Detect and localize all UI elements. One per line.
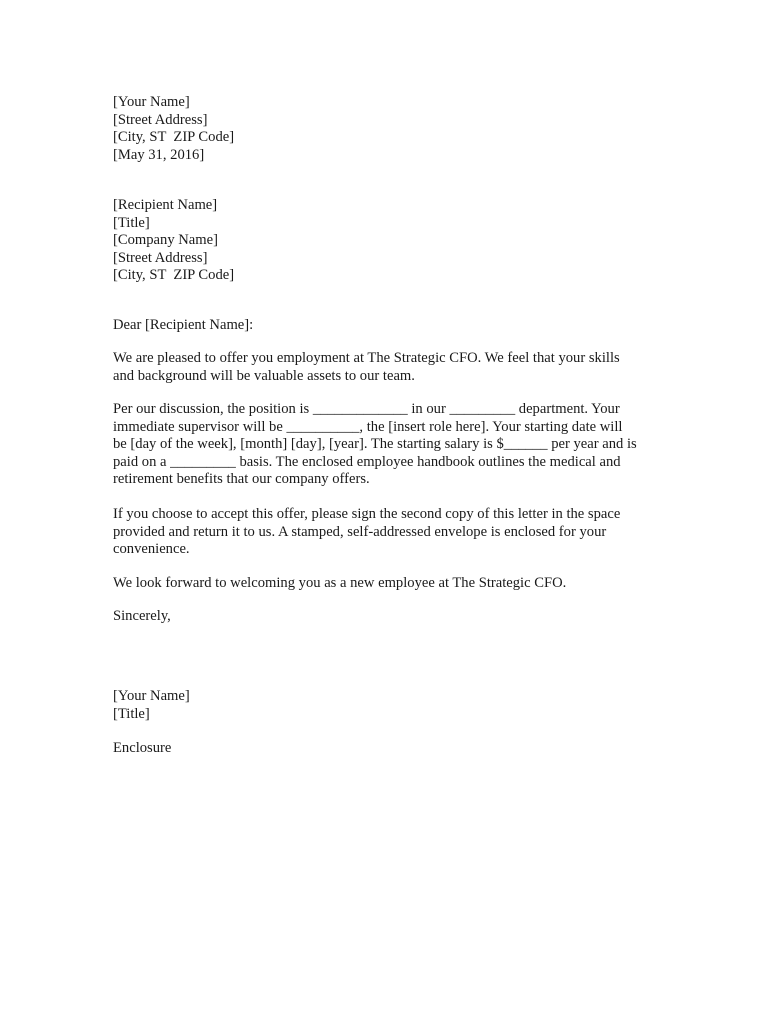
salutation: Dear [Recipient Name]: bbox=[113, 317, 254, 333]
sender-address-block bbox=[113, 94, 668, 164]
recipient-company: [Company Name] bbox=[113, 232, 218, 249]
recipient-street: [Street Address] bbox=[113, 249, 208, 266]
body-paragraph-welcome: We look forward to welcoming you as a new employee at The Strategic CFO. bbox=[113, 575, 567, 591]
body-paragraph-position: Per our discussion, the position is _____________ in our _________ department. Your immediate supervisor will be __________, the [insert role here]. Your starting date will be [day of the week], [month] [day], [year]. The starting salary is $______ per year and is paid on a _________ basis. The enclosed employee handbook outlines the medical and retirement benefits that our company offers. bbox=[113, 401, 637, 488]
signature-block bbox=[113, 688, 668, 723]
enclosure-note: Enclosure bbox=[113, 740, 172, 756]
recipient-name: [Recipient Name] bbox=[113, 197, 218, 213]
recipient-city: [City, ST ZIP Code] bbox=[113, 267, 235, 284]
closing: Sincerely, bbox=[113, 608, 171, 624]
recipient-address-block bbox=[113, 197, 668, 285]
letter-date: [May 31, 2016] bbox=[113, 146, 205, 163]
signature-title: [Title] bbox=[113, 705, 150, 722]
recipient-title: [Title] bbox=[113, 214, 150, 231]
body-paragraph-acceptance: If you choose to accept this offer, please sign the second copy of this letter in the space provided and return it to us. A stamped, self-addressed envelope is enclosed for your convenience. bbox=[113, 506, 621, 558]
sender-name: [Your Name] bbox=[113, 94, 190, 110]
sender-city: [City, ST ZIP Code] bbox=[113, 129, 235, 146]
sender-street: [Street Address] bbox=[113, 111, 208, 128]
signature-name: [Your Name] bbox=[113, 688, 190, 704]
body-paragraph-offer: We are pleased to offer you employment at The Strategic CFO. We feel that your skills and background will be valuable assets to our team. bbox=[113, 350, 620, 384]
